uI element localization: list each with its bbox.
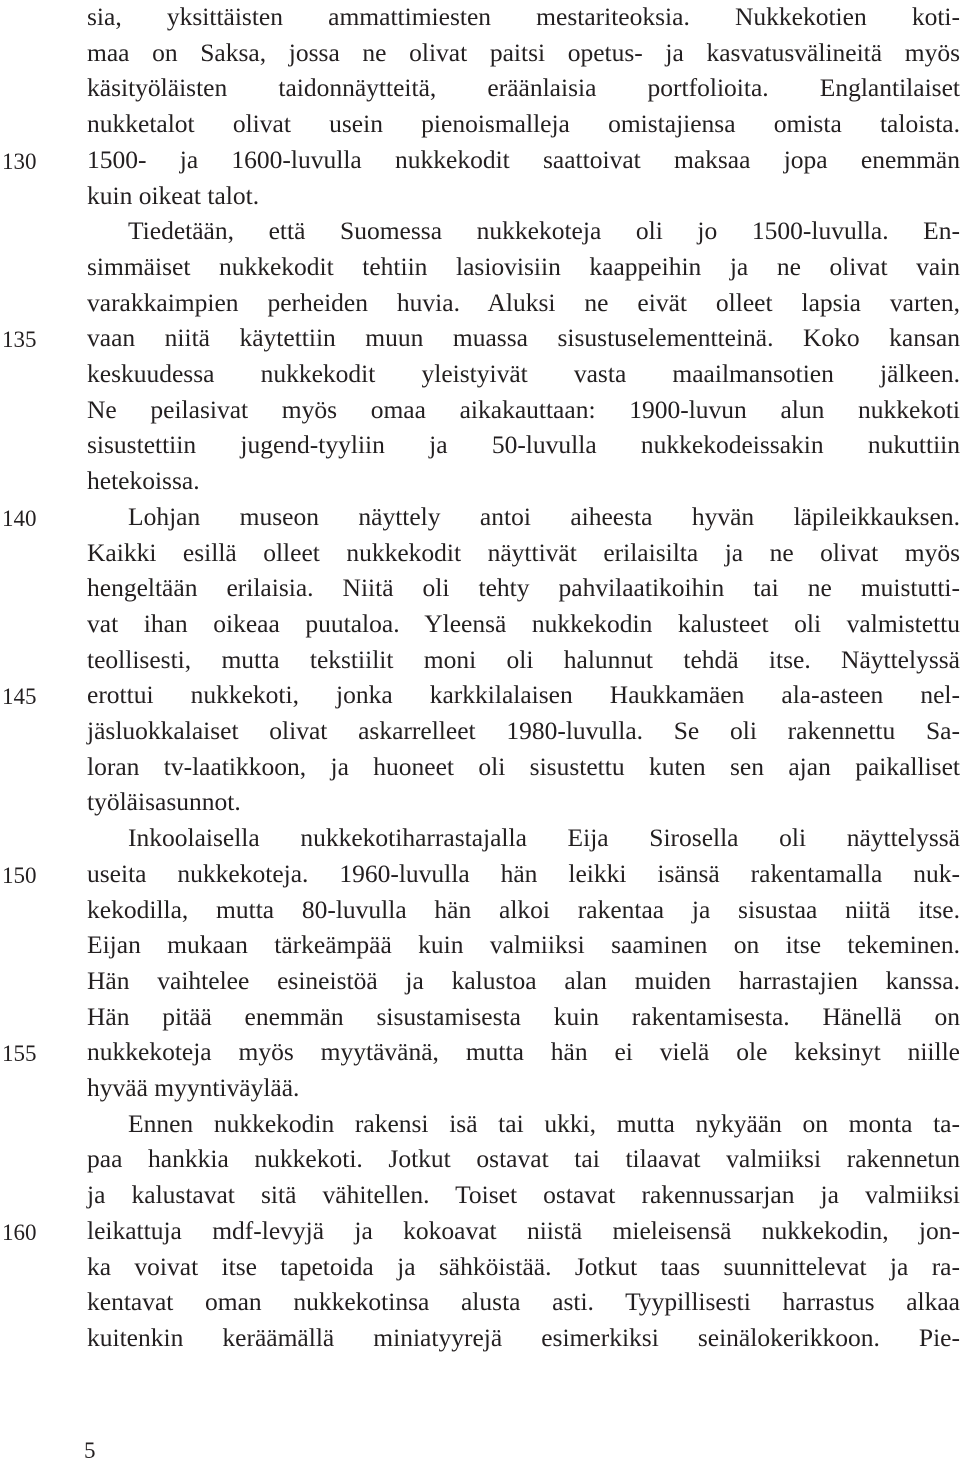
text-line: hetekoissa. xyxy=(87,466,200,496)
text-line: ka voivat itse tapetoida ja sähköistää. Jotkut taas suunnittelevat ja ra- xyxy=(87,1251,960,1281)
text-line: sisustettiin jugend-tyyliin ja 50-luvulla nukkekodeissakin nukuttiin xyxy=(87,430,960,460)
text-line: Inkoolaisella nukkekotiharrastajalla Eija Sirosella oli näyttelyssä xyxy=(128,823,960,853)
text-line: Hän vaihtelee esineistöä ja kalustoa alan muiden harrastajien kanssa. xyxy=(87,965,960,995)
text-line: simmäiset nukkekodit tehtiin lasiovisiin kaappeihin ja ne olivat vain xyxy=(87,251,960,281)
text-line: hengeltään erilaisia. Niitä oli tehty pahvilaatikoihin tai ne muistutti- xyxy=(87,573,960,603)
text-line: Kaikki esillä olleet nukkekodit näyttivät erilaisilta ja ne olivat myös xyxy=(87,537,960,567)
text-line: hyvää myyntiväylää. xyxy=(87,1073,300,1102)
text-line: erottui nukkekoti, jonka karkkilalaisen Haukkamäen ala-asteen nel- xyxy=(87,680,960,710)
line-number: 145 xyxy=(2,684,37,710)
text-line: Ennen nukkekodin rakensi isä tai ukki, mutta nykyään on monta ta- xyxy=(128,1108,960,1138)
text-line: kekodilla, mutta 80-luvulla hän alkoi rakentaa ja sisustaa niitä itse. xyxy=(87,894,960,924)
text-line: Eijan mukaan tärkeämpää kuin valmiiksi saaminen on itse tekeminen. xyxy=(87,930,960,960)
text-line: käsityöläisten taidonnäytteitä, eräänlaisia portfolioita. Englantilaiset xyxy=(87,73,960,103)
text-line: useita nukkekoteja. 1960-luvulla hän leikki isänsä rakentamalla nuk- xyxy=(87,858,960,888)
text-line: keskuudessa nukkekodit yleistyivät vasta maailmansotien jälkeen. xyxy=(87,359,960,388)
line-number: 130 xyxy=(2,148,37,174)
line-number: 135 xyxy=(2,327,37,353)
text-line: 1500- ja 1600-luvulla nukkekodit saattoivat maksaa jopa enemmän xyxy=(87,144,960,174)
page-number: 5 xyxy=(84,1438,96,1463)
text-line: kuitenkin keräämällä miniatyyrejä esimerkiksi seinälokerikkoon. Pie- xyxy=(87,1322,960,1352)
text-line: loran tv-laatikkoon, ja huoneet oli sisustettu kuten sen ajan paikalliset xyxy=(87,751,960,781)
text-line: Lohjan museon näyttely antoi aiheesta hyvän läpileikkauksen. xyxy=(128,501,960,531)
text-line: maa on Saksa, jossa ne olivat paitsi opetus- ja kasvatusvälineitä myös xyxy=(87,37,960,67)
text-line: Hän pitää enemmän sisustamisesta kuin rakentamisesta. Hänellä on xyxy=(87,1001,960,1031)
text-line: teollisesti, mutta tekstiilit moni oli halunnut tehdä itse. Näyttelyssä xyxy=(87,644,960,674)
text-line: vaan niitä käytettiin muun muassa sisustuselementteinä. Koko kansan xyxy=(87,323,960,353)
text-line: paa hankkia nukkekoti. Jotkut ostavat tai tilaavat valmiiksi rakennetun xyxy=(87,1144,960,1174)
text-line: varakkaimpien perheiden huvia. Aluksi ne eivät olleet lapsia varten, xyxy=(87,287,960,317)
line-number: 155 xyxy=(2,1041,37,1067)
text-line: Tiedetään, että Suomessa nukkekoteja oli jo 1500-luvulla. En- xyxy=(128,216,960,246)
line-number: 150 xyxy=(2,862,37,888)
line-number: 140 xyxy=(2,505,37,531)
line-number: 160 xyxy=(2,1219,37,1245)
text-line: työläisasunnot. xyxy=(87,787,241,817)
text-line: nukketalot olivat usein pienoismalleja omistajiensa omista taloista. xyxy=(87,109,960,139)
text-line: Ne peilasivat myös omaa aikakauttaan: 1900-luvun alun nukkekoti xyxy=(87,394,960,424)
text-line: kuin oikeat talot. xyxy=(87,180,260,210)
text-line: ja kalustavat sitä vähitellen. Toiset ostavat rakennussarjan ja valmiiksi xyxy=(87,1180,960,1210)
text-line: vat ihan oikeaa puutaloa. Yleensä nukkekodin kalusteet oli valmistettu xyxy=(87,608,960,638)
text-line: nukkekoteja myös myytävänä, mutta hän ei vielä ole keksinyt niille xyxy=(87,1037,960,1067)
text-line: sia, yksittäisten ammattimiesten mestariteoksia. Nukkekotien koti- xyxy=(87,2,960,31)
text-line: jäsluokkalaiset olivat askarrelleet 1980-luvulla. Se oli rakennettu Sa- xyxy=(87,716,960,745)
text-line: leikattuja mdf-levyjä ja kokoavat niistä mieleisensä nukkekodin, jon- xyxy=(87,1215,960,1245)
text-line: kentavat oman nukkekotinsa alusta asti. Tyypillisesti harrastus alkaa xyxy=(87,1287,960,1317)
